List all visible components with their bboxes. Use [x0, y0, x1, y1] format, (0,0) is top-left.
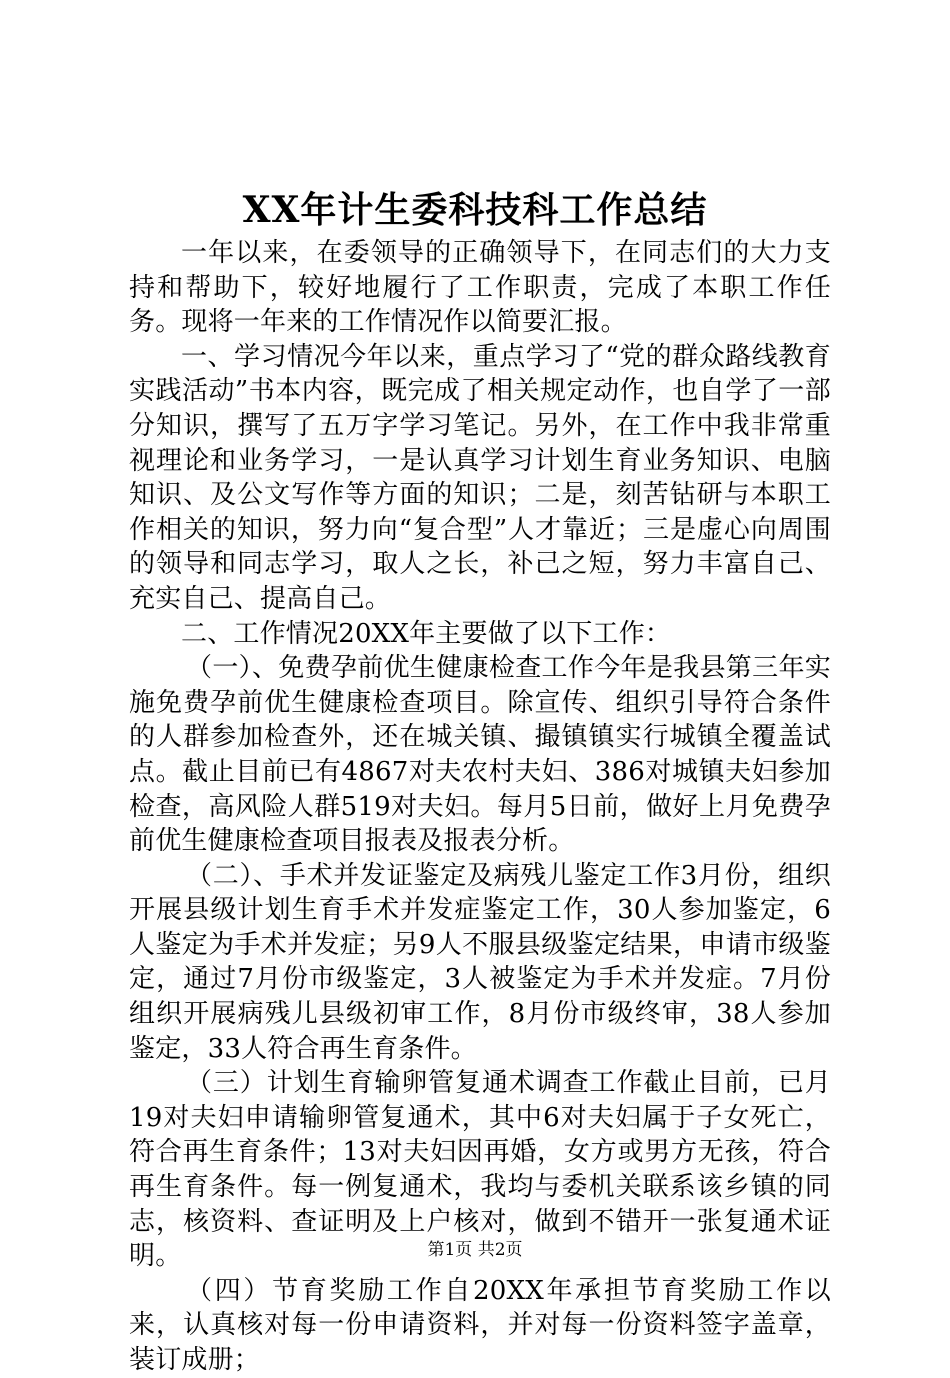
paragraph-work-heading: 二、工作情况20XX年主要做了以下工作： — [181, 618, 672, 649]
paragraph-intro: 一年以来，在委领导的正确领导下，在同志们的大力支持和帮助下，较好地履行了工作职责，完成了本职工作任务。现将一年来的工作情况作以简要汇报。 — [129, 238, 831, 338]
document-title: XX年计生委科技科工作总结 — [242, 189, 708, 231]
document-body — [129, 236, 831, 1378]
paragraph-prenatal-check: （一）、免费孕前优生健康检查工作今年是我县第三年实施免费孕前优生健康检查项目。除宣传、组织引导符合条件的人群参加检查外，还在城关镇、撮镇镇实行城镇全覆盖试点。截止目前已有4867对夫农村夫妇、386对城镇夫妇参加检查，高风险人群519对夫妇。每月5日前，做好上月免费孕前优生健康检查项目报表及报表分析。 — [129, 653, 831, 857]
paragraph-tubal-reversal: （三）计划生育输卵管复通术调查工作截止目前，已月19对夫妇申请输卵管复通术，其中6对夫妇属于子女死亡，符合再生育条件；13对夫妇因再婚，女方或男方无孩，符合再生育条件。每一例复通术，我均与委机关联系该乡镇的同志，核资料、查证明及上户核对，做到不错开一张复通术证明。 — [129, 1068, 831, 1272]
paragraph-study: 一、学习情况今年以来，重点学习了“党的群众路线教育实践活动”书本内容，既完成了相关规定动作，也自学了一部分知识，撰写了五万字学习笔记。另外，在工作中我非常重视理论和业务学习，一是认真学习计划生育业务知识、电脑知识、及公文写作等方面的知识；二是，刻苦钻研与本职工作相关的知识，努力向“复合型”人才靠近；三是虚心向周围的领导和同志学习，取人之长，补己之短，努力丰富自己、充实自己、提高自己。 — [129, 341, 831, 614]
paragraph-complication-appraisal: （二）、手术并发证鉴定及病残儿鉴定工作3月份，组织开展县级计划生育手术并发症鉴定工作，30人参加鉴定，6人鉴定为手术并发症；另9人不服县级鉴定结果，申请市级鉴定，通过7月份市级鉴定，3人被鉴定为手术并发症。7月份组织开展病残儿县级初审工作，8月份市级终审，38人参加鉴定，33人符合再生育条件。 — [129, 860, 831, 1064]
page-number-footer: 第1页 共2页 — [427, 1240, 523, 1260]
paragraph-sterilization-reward: （四）节育奖励工作自20XX年承担节育奖励工作以来，认真核对每一份申请资料，并对每一份资料签字盖章，装订成册； — [129, 1275, 831, 1375]
